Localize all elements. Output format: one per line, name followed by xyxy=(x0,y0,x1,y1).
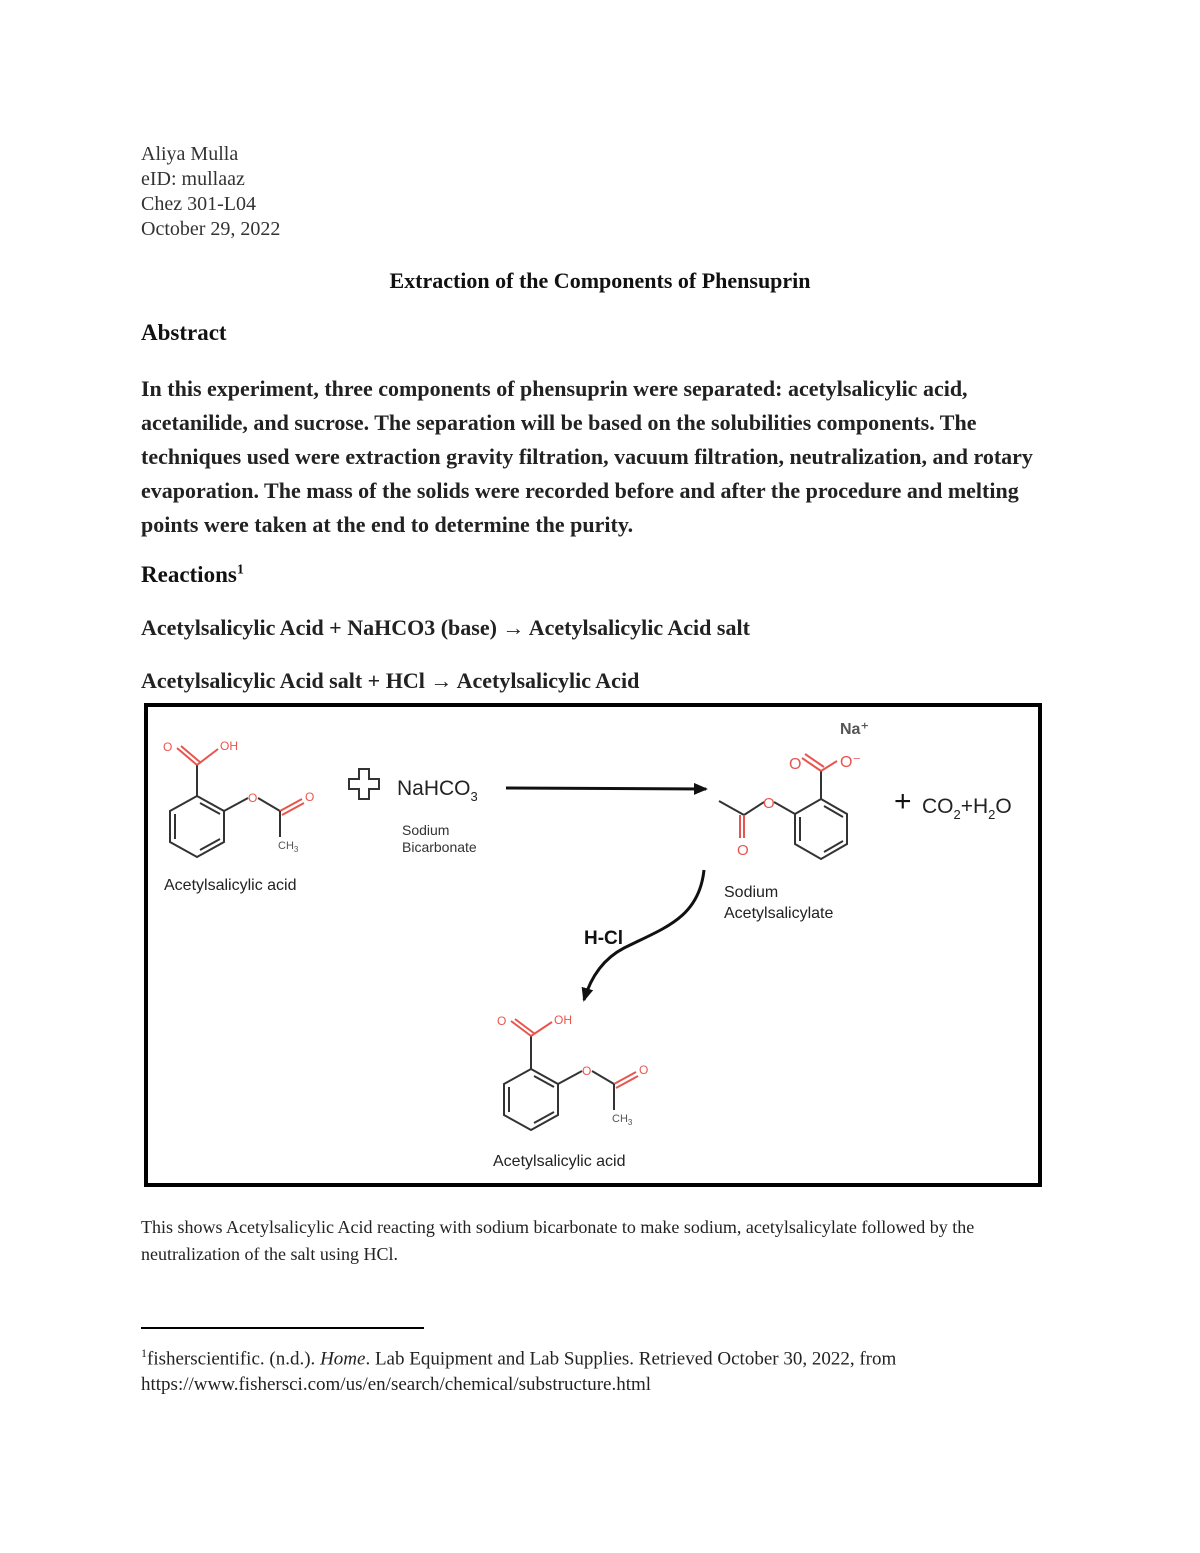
atom-label: OH xyxy=(554,1013,572,1027)
final-product-label: Acetylsalicylic acid xyxy=(493,1153,626,1170)
footnote-text-after: . Lab Equipment and Lab Supplies. Retrieved October 30, 2022, from https://www.fishersci.com/us/en/search/chemical/substructure.html xyxy=(141,1348,897,1396)
reaction-scheme-figure xyxy=(144,703,1042,1187)
footnote xyxy=(141,1340,1061,1398)
atom-label: $CH_3$ xyxy=(278,840,299,854)
atom-label: O xyxy=(763,795,775,812)
counter-ion-label: Na⁺ xyxy=(840,721,869,738)
abstract-paragraph: In this experiment, three components of phensuprin were separated: acetylsalicylic acid, acetanilide, and sucrose. The separation will be based on the solubilities components. The techniques used were extraction gravity filtration, vacuum filtration, neutralization, and rotary evaporation. The mass of the solids were recorded before and after the procedure and melting points were taken at the end to determine the purity. xyxy=(141,376,1033,537)
acid-reagent-label: H-Cl xyxy=(584,928,624,949)
atom-label: O xyxy=(248,791,258,805)
reaction-arrow xyxy=(506,788,706,789)
figure-caption: This shows Acetylsalicylic Acid reacting with sodium bicarbonate to make sodium, acetylsalicylate followed by the neutralization of the salt using HCl. xyxy=(141,1217,975,1264)
atom-label: O xyxy=(582,1064,592,1078)
atom-label: $CH_3$ xyxy=(612,1113,633,1127)
author-block xyxy=(141,142,280,242)
atom-label: OH xyxy=(220,739,238,753)
atom-label: O xyxy=(163,740,173,754)
reactions-heading-text: Reactions xyxy=(141,562,237,587)
document-title: Extraction of the Components of Phensuprin xyxy=(389,268,811,293)
course-code: Chez 301-L04 xyxy=(141,193,256,215)
footnote-text-before: fisherscientific. (n.d.). xyxy=(147,1348,321,1370)
reaction-equation-1: Acetylsalicylic Acid + NaHCO3 (base) → Acetylsalicylic Acid salt xyxy=(141,615,750,640)
footnote-italic-title: Home xyxy=(320,1348,366,1370)
atom-label: O xyxy=(639,1063,649,1077)
plus-icon xyxy=(349,769,379,799)
author-eid: eID: mullaaz xyxy=(141,168,245,190)
report-date: October 29, 2022 xyxy=(141,218,281,240)
footnote-reference[interactable]: 1 xyxy=(236,562,244,578)
product-name-line1: Sodium xyxy=(724,884,779,901)
reaction-equation-2: Acetylsalicylic Acid salt + HCl → Acetylsalicylic Acid xyxy=(141,668,640,693)
plus-sign: + xyxy=(894,785,912,818)
footnote-mark: 1 xyxy=(141,1346,147,1360)
footnote-divider xyxy=(141,1327,424,1329)
author-name: Aliya Mulla xyxy=(141,143,239,165)
reactions-heading xyxy=(141,562,244,588)
atom-label: O xyxy=(737,842,749,859)
reagent-name-line2: Bicarbonate xyxy=(402,839,477,855)
reactant-label: Acetylsalicylic acid xyxy=(164,877,297,894)
atom-label: O xyxy=(789,756,802,773)
atom-label: O⁻ xyxy=(840,754,861,771)
byproducts-formula: $CO_2+H_2O$ xyxy=(922,795,1012,822)
atom-label: O xyxy=(497,1014,507,1028)
atom-label: O xyxy=(305,790,315,804)
product-name-line2: Acetylsalicylate xyxy=(724,905,834,922)
reagent-name-line1: Sodium xyxy=(402,822,450,838)
reagent-formula: NaHCO$_3$ xyxy=(397,777,478,804)
abstract-heading: Abstract xyxy=(141,320,227,345)
